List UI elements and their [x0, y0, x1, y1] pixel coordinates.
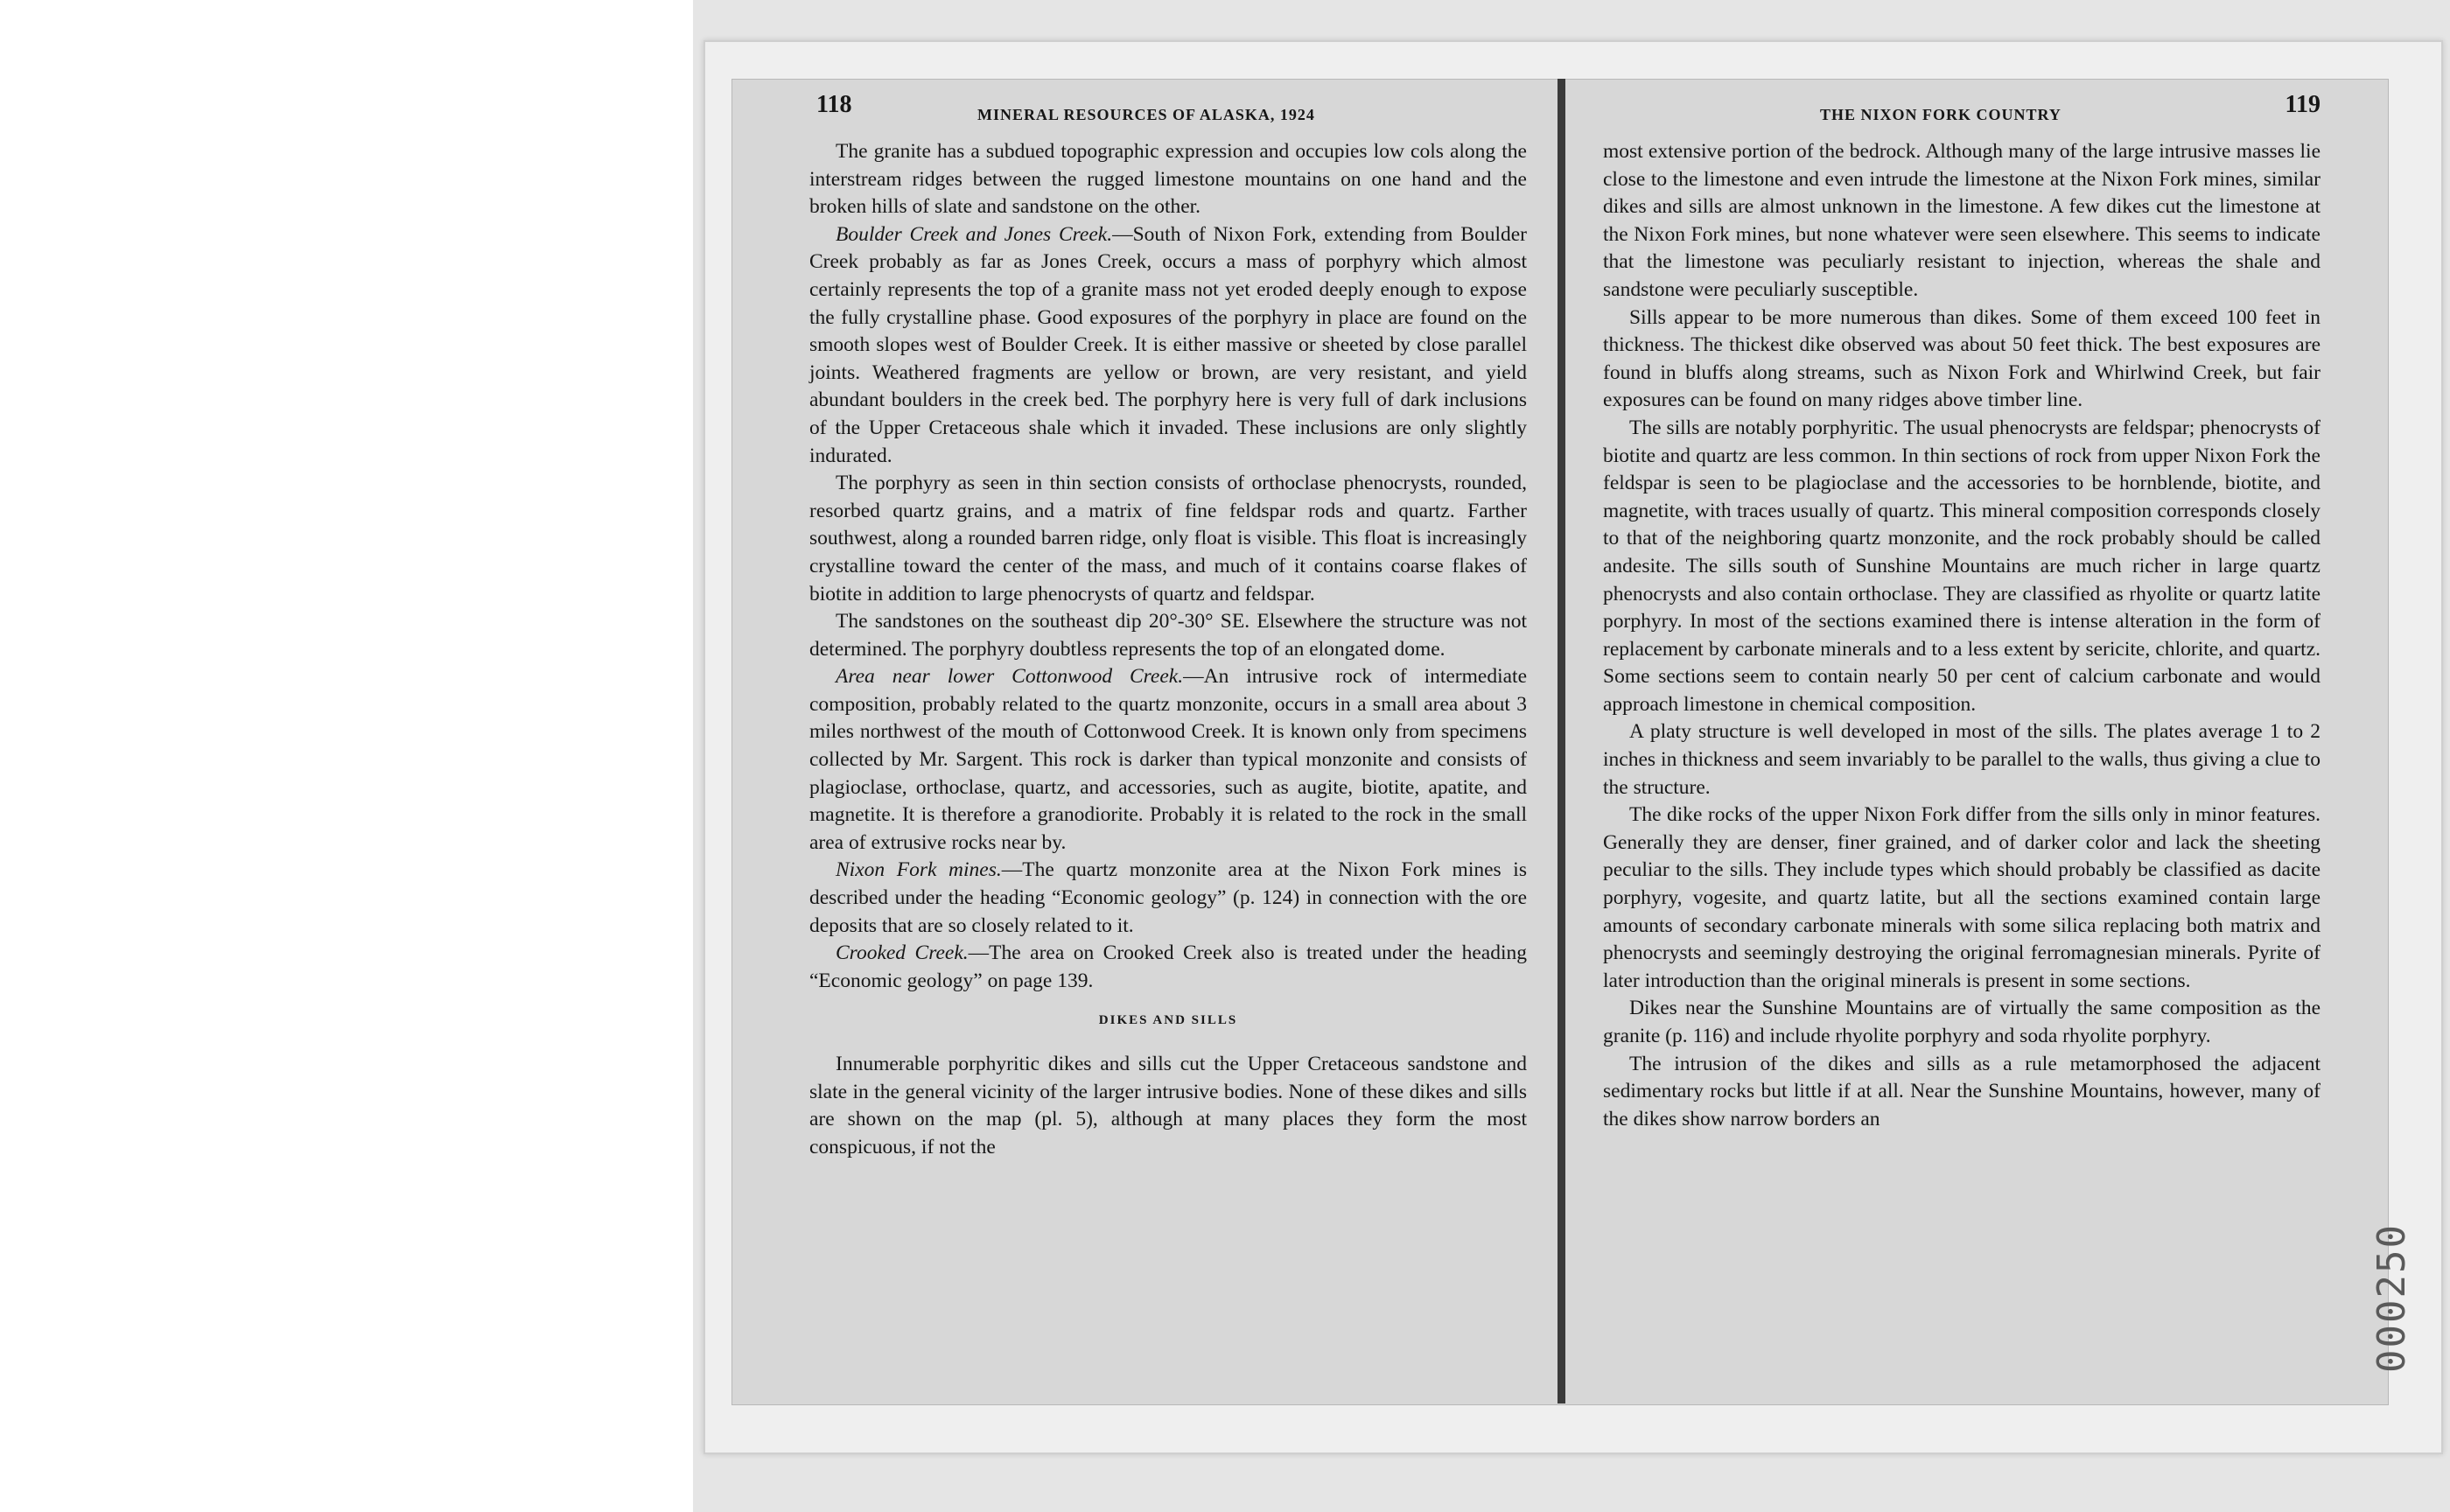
paragraph: The dike rocks of the upper Nixon Fork differ from the sills only in minor features. Generally they are denser, finer grained, and of darker color and lack the sheeting peculiar to the sills. They include types which should probably be classified as dacite porphyry, vogesite, and quartz latite, but all the sections examined contain large amounts of secondary carbonate minerals with some silica replacing both matrix and phenocrysts and seemingly destroying the original ferromagnesian minerals. Pyrite of later introduction than the original minerals is present in some sections.	[1603, 803, 2320, 992]
right-page-number: 119	[2285, 91, 2320, 118]
paragraph	[809, 857, 1527, 940]
paragraph-heading: Crooked Creek.	[836, 942, 969, 965]
paragraph: Sills appear to be more numerous than dikes. Some of them exceed 100 feet in thickness. The thickest dike observed was about 50 feet thick. The best exposures are found in bluffs along streams, such as Nixon Fork and Whirlwind Creek, but fair exposures can be found on many ridges above timber line.	[1603, 305, 2320, 412]
paragraph	[809, 663, 1527, 857]
right-page	[1603, 84, 2320, 1393]
left-page-number: 118	[816, 91, 852, 118]
paragraph	[809, 221, 1527, 470]
archive-stamp-number: 000250	[2370, 1223, 2414, 1373]
paragraph: The sandstones on the southeast dip 20°-30° SE. Elsewhere the structure was not determined. The porphyry doubtless represents the top of an elongated dome.	[809, 610, 1527, 661]
paragraph: A platy structure is well developed in most of the sills. The plates average 1 to 2 inches in thickness and seem invariably to be parallel to the walls, thus giving a clue to the structure.	[1603, 720, 2320, 799]
book-gutter	[1558, 79, 1565, 1404]
paragraph: The sills are notably porphyritic. The usual phenocrysts are feldspar; phenocrysts of biotite and quartz are less common. In thin sections of rock from upper Nixon Fork the feldspar is seen to be plagioclase and the accessories to be hornblende, biotite, and magnetite, with traces usually of quartz. This mineral composition corresponds closely to that of the neighboring quartz monzonite, and the rock probably should be called andesite. The sills south of Sunshine Mountains are much richer in large quartz phenocrysts and also contain orthoclase. They are classified as rhyolite or quartz latite porphyry. In most of the sections examined there is intense alteration in the form of replacement by carbonate minerals and to a less extent by sericite, chlorite, and quartz. Some sections seem to contain nearly 50 per cent of calcium carbonate and would approach limestone in chemical composition.	[1603, 416, 2320, 716]
left-running-head	[809, 84, 1527, 138]
section-title: DIKES AND SILLS	[1098, 1013, 1238, 1028]
paragraph: most extensive portion of the bedrock. Although many of the large intrusive masses lie close to the limestone and even intrude the limestone at the Nixon Fork mines, similar dikes and sills are almost unknown in the limestone. A few dikes cut the limestone at the Nixon Fork mines, but none whatever were seen elsewhere. This seems to indicate that the limestone was peculiarly resistant to injection, whereas the shale and sandstone were peculiarly susceptible.	[1603, 140, 2320, 301]
paragraph	[809, 940, 1527, 995]
paragraph: Dikes near the Sunshine Mountains are of virtually the same composition as the granite (p. 116) and include rhyolite porphyry and soda rhyolite porphyry.	[1603, 997, 2320, 1047]
paragraph-body: —South of Nixon Fork, extending from Boulder Creek probably as far as Jones Creek, occurs a mass of porphyry which almost certainly represents the top of a granite mass not yet eroded deeply enough to expose the fully crystalline phase. Good exposures of the porphyry in place are found on the smooth slopes west of Boulder Creek. It is either massive or sheeted by close parallel joints. Weathered fragments are yellow or brown, are very resistant, and yield abundant boulders in the creek bed. The porphyry here is very full of dark inclusions of the Upper Cretaceous shale which it invaded. These inclusions are only slightly indurated.	[809, 222, 1527, 467]
paragraph-heading: Boulder Creek and Jones Creek.	[836, 222, 1113, 246]
paragraph-heading: Nixon Fork mines.	[836, 858, 1002, 882]
paragraph: The granite has a subdued topographic expression and occupies low cols along the interstream ridges between the rugged limestone mountains on one hand and the broken hills of slate and sandstone on the other.	[809, 140, 1527, 219]
left-page	[809, 84, 1527, 1393]
paragraph: The porphyry as seen in thin section consists of orthoclase phenocrysts, rounded, resorbed quartz grains, and a matrix of fine feldspar rods and quartz. Farther southwest, along a rounded barren ridge, only float is visible. This float is increasingly crystalline toward the center of the mass, and much of it contains coarse flakes of biotite in addition to large phenocrysts of quartz and feldspar.	[809, 472, 1527, 606]
paragraph: The intrusion of the dikes and sills as a rule metamorphosed the adjacent sedimentary rocks but little if at all. Near the Sunshine Mountains, however, many of the dikes show narrow borders an	[1603, 1052, 2320, 1130]
paragraph-body: —The quartz monzonite area at the Nixon Fork mines is described under the heading “Economic geology” (p. 124) in connection with the ore deposits that are so closely related to it.	[809, 858, 1527, 937]
paragraph-body: —An intrusive rock of intermediate composition, probably related to the quartz monzonite, occurs in a small area about 3 miles northwest of the mouth of Cottonwood Creek. It is known only from specimens collected by Mr. Sargent. This rock is darker than typical monzonite and consists of plagioclase, orthoclase, quartz, and accessories, such as augite, biotite, apatite, and magnetite. It is therefore a granodiorite. Probably it is related to the rock in the small area of extrusive rocks near by.	[809, 665, 1528, 854]
paragraph-body: —The area on Crooked Creek also is treated under the heading “Economic geology” on page 139.	[809, 942, 1527, 992]
paragraph: Innumerable porphyritic dikes and sills cut the Upper Cretaceous sandstone and slate in the general vicinity of the larger intrusive bodies. None of these dikes and sills are shown on the map (pl. 5), although at many places they form the most conspicuous, if not the	[809, 1053, 1527, 1158]
right-running-head	[1603, 84, 2320, 138]
right-running-title: THE NIXON FORK COUNTRY	[1820, 106, 2062, 123]
left-running-title: MINERAL RESOURCES OF ALASKA, 1924	[977, 106, 1315, 123]
paragraph-heading: Area near lower Cottonwood Creek.	[836, 665, 1184, 689]
